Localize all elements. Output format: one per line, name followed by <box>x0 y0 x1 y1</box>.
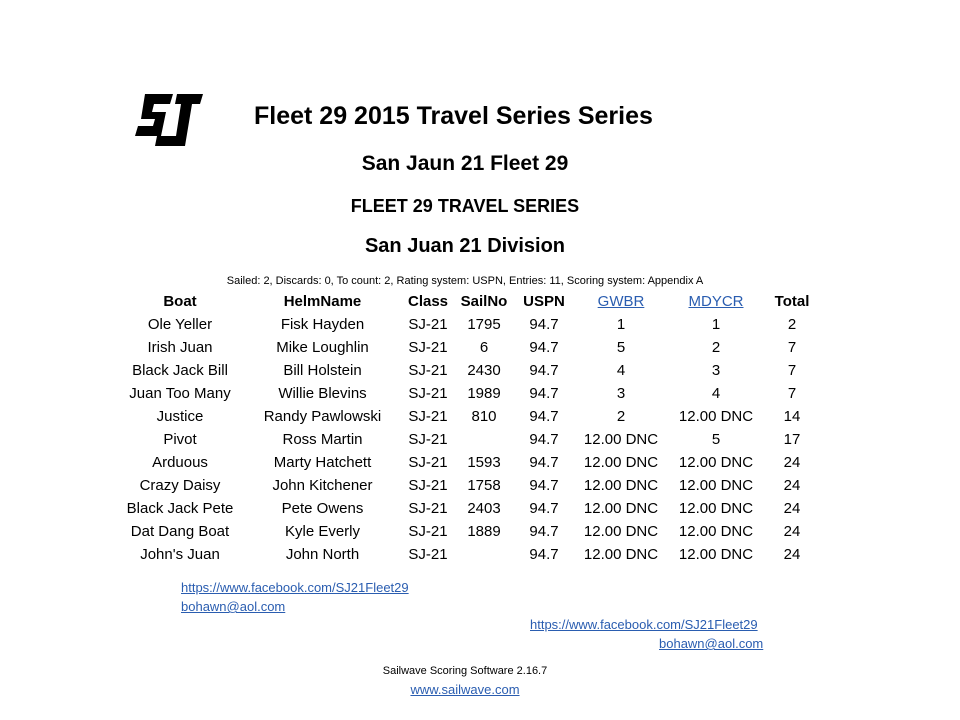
cell-total: 24 <box>783 500 801 517</box>
cell-helm: John Kitchener <box>272 477 373 494</box>
email-link[interactable]: bohawn@aol.com <box>181 599 286 614</box>
cell-race1: 3 <box>616 385 626 402</box>
cell-total: 7 <box>787 339 797 356</box>
table-row <box>115 382 818 405</box>
cell-class: SJ-21 <box>408 546 448 563</box>
cell-total: 14 <box>783 408 801 425</box>
cell-boat: Arduous <box>152 454 208 471</box>
cell-total: 24 <box>783 454 801 471</box>
cell-race2: 12.00 DNC <box>678 500 754 517</box>
cell-helm: Ross Martin <box>282 431 363 448</box>
cell-race1: 12.00 DNC <box>583 500 659 517</box>
table-row <box>115 336 818 359</box>
results-table <box>115 290 818 566</box>
cell-race1: 4 <box>616 362 626 379</box>
cell-total: 2 <box>787 316 797 333</box>
cell-sailno <box>456 428 512 451</box>
cell-boat: Black Jack Bill <box>132 362 228 379</box>
cell-race2: 3 <box>711 362 721 379</box>
col-race2 <box>666 290 766 313</box>
cell-sailno: 1889 <box>467 523 501 540</box>
table-row <box>115 405 818 428</box>
cell-uspn: 94.7 <box>529 385 559 402</box>
cell-race2: 12.00 DNC <box>678 408 754 425</box>
cell-helm: Mike Loughlin <box>276 339 369 356</box>
col-race1 <box>576 290 666 313</box>
cell-race1: 1 <box>616 316 626 333</box>
cell-race2: 1 <box>711 316 721 333</box>
cell-class: SJ-21 <box>408 523 448 540</box>
table-row <box>115 474 818 497</box>
cell-uspn: 94.7 <box>529 546 559 563</box>
cell-class: SJ-21 <box>408 316 448 333</box>
cell-boat: Justice <box>156 408 204 425</box>
col-total: Total <box>774 293 810 310</box>
cell-sailno: 810 <box>471 408 497 425</box>
table-row <box>115 451 818 474</box>
cell-boat: Crazy Daisy <box>139 477 221 494</box>
cell-helm: Bill Holstein <box>283 362 362 379</box>
cell-helm: Randy Pawlowski <box>263 408 382 425</box>
table-row <box>115 520 818 543</box>
cell-race2: 2 <box>711 339 721 356</box>
col-boat: Boat <box>163 293 197 310</box>
cell-sailno: 1795 <box>467 316 501 333</box>
cell-race2: 12.00 DNC <box>678 546 754 563</box>
cell-race1: 5 <box>616 339 626 356</box>
cell-total: 24 <box>783 523 801 540</box>
table-row <box>115 428 818 451</box>
cell-sailno: 2430 <box>467 362 501 379</box>
cell-boat: Dat Dang Boat <box>130 523 230 540</box>
cell-helm: Pete Owens <box>281 500 364 517</box>
cell-uspn: 94.7 <box>529 500 559 517</box>
col-class: Class <box>407 293 449 310</box>
email-link-secondary[interactable]: bohawn@aol.com <box>659 636 764 651</box>
cell-boat: Ole Yeller <box>147 316 213 333</box>
subtitle-division: San Juan 21 Division <box>364 235 566 257</box>
subtitle-fleet: San Jaun 21 Fleet 29 <box>361 152 569 175</box>
cell-helm: John North <box>285 546 360 563</box>
cell-uspn: 94.7 <box>529 477 559 494</box>
cell-sailno: 2403 <box>467 500 501 517</box>
cell-boat: Irish Juan <box>147 339 213 356</box>
cell-helm: Willie Blevins <box>278 385 367 402</box>
cell-helm: Marty Hatchett <box>273 454 372 471</box>
cell-total: 24 <box>783 477 801 494</box>
facebook-link[interactable]: https://www.facebook.com/SJ21Fleet29 <box>181 580 409 595</box>
website-link-wrap <box>0 681 930 699</box>
facebook-link-secondary[interactable]: https://www.facebook.com/SJ21Fleet29 <box>530 617 758 632</box>
cell-total: 7 <box>787 385 797 402</box>
page-title: Fleet 29 2015 Travel Series Series <box>254 102 653 130</box>
cell-race1: 12.00 DNC <box>583 546 659 563</box>
cell-uspn: 94.7 <box>529 339 559 356</box>
cell-uspn: 94.7 <box>529 408 559 425</box>
cell-helm: Kyle Everly <box>284 523 361 540</box>
cell-race1: 2 <box>616 408 626 425</box>
table-row <box>115 543 818 566</box>
cell-class: SJ-21 <box>408 385 448 402</box>
cell-class: SJ-21 <box>408 339 448 356</box>
col-helm: HelmName <box>283 293 362 310</box>
cell-class: SJ-21 <box>408 362 448 379</box>
cell-race2: 12.00 DNC <box>678 523 754 540</box>
cell-boat: Pivot <box>163 431 197 448</box>
cell-sailno: 1593 <box>467 454 501 471</box>
table-row <box>115 313 818 336</box>
cell-uspn: 94.7 <box>529 316 559 333</box>
cell-race1: 12.00 DNC <box>583 477 659 494</box>
software-credit: Sailwave Scoring Software 2.16.7 <box>382 665 548 677</box>
cell-race2: 12.00 DNC <box>678 477 754 494</box>
cell-class: SJ-21 <box>408 408 448 425</box>
col-sailno: SailNo <box>460 293 508 310</box>
cell-race1: 12.00 DNC <box>583 431 659 448</box>
cell-boat: Juan Too Many <box>129 385 231 402</box>
table-header-row <box>115 290 818 313</box>
table-row <box>115 359 818 382</box>
series-info: Sailed: 2, Discards: 0, To count: 2, Rating system: USPN, Entries: 11, Scoring system: Appendix A <box>226 275 704 287</box>
cell-sailno: 1989 <box>467 385 501 402</box>
cell-sailno <box>456 543 512 566</box>
cell-class: SJ-21 <box>408 431 448 448</box>
cell-race2: 12.00 DNC <box>678 454 754 471</box>
cell-class: SJ-21 <box>408 477 448 494</box>
table-row <box>115 497 818 520</box>
cell-boat: John's Juan <box>140 546 220 563</box>
cell-uspn: 94.7 <box>529 454 559 471</box>
col-uspn: USPN <box>523 293 565 310</box>
race2-link[interactable]: MDYCR <box>688 293 744 310</box>
cell-class: SJ-21 <box>408 500 448 517</box>
cell-race2: 4 <box>711 385 721 402</box>
cell-class: SJ-21 <box>408 454 448 471</box>
race1-link[interactable]: GWBR <box>597 293 645 310</box>
sj-logo <box>133 92 205 160</box>
cell-total: 7 <box>787 362 797 379</box>
cell-sailno: 1758 <box>467 477 501 494</box>
cell-uspn: 94.7 <box>529 362 559 379</box>
cell-uspn: 94.7 <box>529 523 559 540</box>
cell-sailno: 6 <box>479 339 489 356</box>
cell-race1: 12.00 DNC <box>583 523 659 540</box>
subtitle-series: FLEET 29 TRAVEL SERIES <box>350 196 580 216</box>
cell-race1: 12.00 DNC <box>583 454 659 471</box>
cell-boat: Black Jack Pete <box>126 500 234 517</box>
cell-uspn: 94.7 <box>529 431 559 448</box>
cell-helm: Fisk Hayden <box>280 316 365 333</box>
cell-total: 17 <box>783 431 801 448</box>
cell-total: 24 <box>783 546 801 563</box>
website-link[interactable]: www.sailwave.com <box>410 682 520 697</box>
cell-race2: 5 <box>711 431 721 448</box>
